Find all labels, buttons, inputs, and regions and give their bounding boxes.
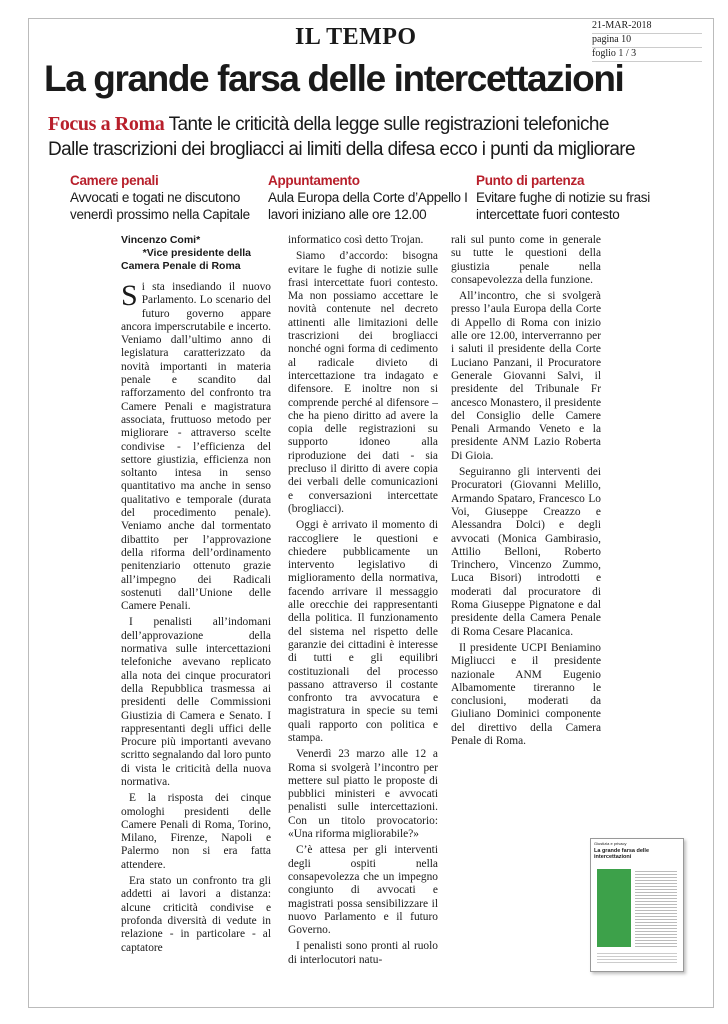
- drop-cap: S: [121, 279, 138, 312]
- article-headline: La grande farsa delle intercettazioni: [44, 58, 624, 99]
- masthead-logo: IL TEMPO: [295, 24, 417, 50]
- tag-box-3: [476, 172, 676, 223]
- paragraph: rali sul punto come in generale su tutte le questioni della giustizia penale nella consapevolezza della funzione.: [451, 234, 601, 286]
- author-block: [121, 234, 271, 273]
- tag-box-2: [268, 172, 468, 223]
- clipping-date: 21-MAR-2018: [592, 20, 702, 34]
- thumbnail-green-box: [597, 869, 631, 947]
- clipping-page: pagina 10: [592, 34, 702, 48]
- paragraph: Venerdì 23 marzo alle 12 a Roma si svolgerà l’incontro per mettere sul piatto le proposte di pubblici ministeri e avvocati penalisti sulle intercettazioni. Con un titolo provocatorio: «Una riforma migliorabile?»: [288, 748, 438, 841]
- clipping-sheet: foglio 1 / 3: [592, 48, 702, 62]
- subline-1: Tante le criticità della legge sulle registrazioni telefoniche: [168, 114, 609, 135]
- page-thumbnail: [590, 838, 684, 972]
- paragraph: All’incontro, che si svolgerà presso l’aula Europa della Corte di Appello di Roma con inizio alle ore 12.00, interverranno per i saluti il presidente della Corte Luciano Panzani, il Procuratore Generale Giovanni Salvi, il presidente del Tribunale Fr ancesco Monastero, il presidente del Consiglio delle Camere Penali Armando Veneto e la presidente ANM Lazio Roberta Di Gioia.: [451, 290, 601, 462]
- tag-text: Aula Europa della Corte d’Appello I lavori iniziano alle ore 12.00: [268, 190, 468, 222]
- paragraph: informatico così detto Trojan.: [288, 234, 424, 246]
- paragraph: C’è attesa per gli interventi degli ospiti nella consapevolezza che un impegno congiunto di avvocati e magistrati possa sensibilizzare il nuovo Parlamento e il futuro Governo.: [288, 844, 438, 937]
- article-column-3: [451, 234, 601, 751]
- tag-text: Evitare fughe di notizie su frasi intercettate fuori contesto: [476, 190, 650, 222]
- paragraph: i sta insediando il nuovo Parlamento. Lo scenario del futuro governo appare ancora imperscrutabile e incerto. Veniamo dall’ultimo anno di legislatura caratterizzato da novità importanti in materia penale e scandito dal rafforzamento del confronto tra Camere Penali e magistratura associata, fruttuoso metodo per migliorare - attraverso scelte condivise - l’efficienza del settore giustizia, efficienza non soltanto intesa in senso quantitativo ma anche in senso qualitativo e temporale (durata del procedimento penale). Veniamo anche dal tormentato dibattito per l’approvazione della riforma dell’ordinamento penitenziario ottenuto grazie all’impegno dei Radicali sostenuti dall’Unione delle Camere Penali.: [121, 281, 271, 613]
- tag-title: Appuntamento: [268, 173, 360, 188]
- paragraph: I penalisti all’indomani dell’approvazione della normativa sulle intercettazioni telefoniche avevano replicato alla nota dei cinque procuratori della Repubblica trasmessa ai presidenti delle Commissioni Giustizia di Camera e Senato. I rappresentanti degli uffici delle Procure più importanti avevano scritto segnalando dal loro punto di vista le criticità della nuova normativa.: [121, 616, 271, 788]
- thumbnail-section: Giustizia e privacy: [594, 841, 627, 846]
- paragraph: I penalisti sono pronti al ruolo di interlocutori natu-: [288, 940, 438, 966]
- tag-title: Camere penali: [70, 173, 159, 188]
- thumbnail-text-lines: [635, 869, 677, 947]
- tag-text: Avvocati e togati ne discutono venerdì prossimo nella Capitale: [70, 190, 250, 222]
- paragraph: Il presidente UCPI Beniamino Migliucci e il presidente nazionale ANM Eugenio Albamomente tireranno le conclusioni, moderati da Giuliano Dominici componente del direttivo della Camera Penale di Roma.: [451, 641, 601, 747]
- kicker: Focus a Roma: [48, 113, 165, 135]
- clipping-meta: [592, 20, 702, 62]
- paragraph: Seguiranno gli interventi dei Procuratori (Giovanni Melillo, Armando Spataro, Francesco Lo Voi, Giuseppe Creazzo e Alessandra Dolci) e degli avvocati (Monica Gambirasio, Attilio Belloni, Roberto Trinchero, Vincenzo Zummo, Luca Bisori) introdotti e moderati dal procuratore di Roma Giuseppe Pignatone e dal presidente della Camera Penale di Roma Cesare Placanica.: [451, 466, 601, 638]
- article-column-2: [288, 234, 438, 970]
- paragraph: Era stato un confronto tra gli addetti ai lavori a distanza: alcune criticità condivise e profonda diversità di vedute in relazione - in particolare - al captatore: [121, 875, 271, 954]
- paragraph: Oggi è arrivato il momento di raccogliere le questioni e chiedere pubblicamente un intervento legislativo di miglioramento della normativa, facendo arrivare il messaggio alle orecchie dei rappresentanti della politica. Il funzionamento del sistema nel rispetto delle garanzie dei cittadini è interesse di tutti e gli equilibri costituzionali del processo passano attraverso il costante confronto tra avvocatura e magistratura in specie su temi quali rapporto con politica e stampa.: [288, 519, 438, 744]
- subline-2: Dalle trascrizioni dei brogliacci ai limiti della difesa ecco i punti da migliorare: [48, 139, 635, 160]
- author-name: Vincenzo Comi*: [121, 234, 201, 246]
- paragraph: E la risposta dei cinque omologhi presidenti delle Camere Penali di Roma, Torino, Milano, Firenze, Napoli e Palermo non si era fatta attendere.: [121, 792, 271, 871]
- author-role-1: *Vice presidente della: [142, 247, 251, 259]
- tag-title: Punto di partenza: [476, 173, 585, 188]
- article-subheadline: [48, 112, 708, 162]
- author-role-2: Camera Penale di Roma: [121, 260, 241, 272]
- thumbnail-footer-lines: [597, 951, 677, 965]
- article-column-1: [121, 234, 271, 958]
- tag-box-1: [70, 172, 270, 223]
- paragraph: Siamo d’accordo: bisogna evitare le fughe di notizie sulle frasi intercettate fuori contesto. Ma non possiamo accettare le novità contenute nel decreto attinenti alle limitazioni delle trascrizioni dei brogliacci nonché ogni forma di cedimento al radicale divieto di intercettazione tra indagato e difensore. E inoltre non si comprende perché al difensore – che ha pieno diritto ad avere la copia delle registrazioni su supporto idoneo alla riproduzione dei dati - sia precluso il diritto di avere copia dei verbali delle comunicazioni e conversazioni intercettate (brogliacci).: [288, 250, 438, 515]
- thumbnail-title: La grande farsa delle intercettazioni: [594, 848, 650, 860]
